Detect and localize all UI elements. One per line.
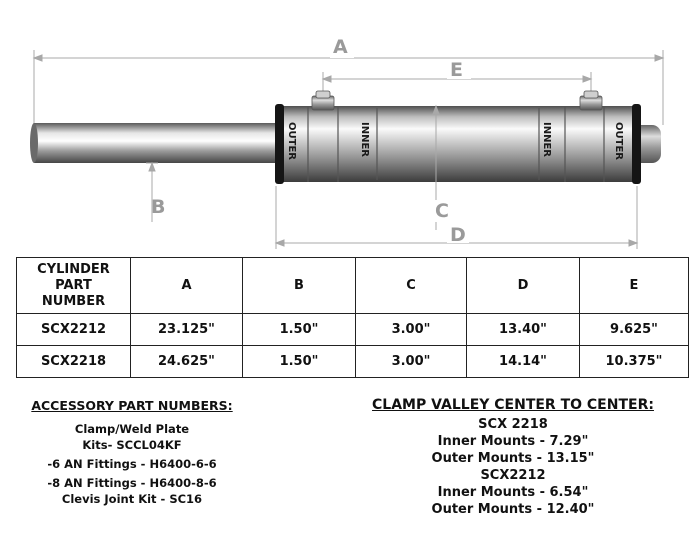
band-label-inner-right: INNER — [541, 122, 552, 157]
accessory-line: Clevis Joint Kit - SC16 — [61, 492, 203, 506]
header-d: D — [467, 258, 580, 314]
dimension-label-c: C — [435, 200, 449, 222]
header-e: E — [580, 258, 689, 314]
band-label-inner-left: INNER — [359, 122, 370, 157]
cell-c: 3.00" — [356, 314, 467, 346]
header-part-number-line: PART — [55, 277, 92, 293]
port-fitting-right — [580, 91, 602, 110]
cell-b: 1.50" — [243, 314, 356, 346]
header-c: C — [356, 258, 467, 314]
cell-d: 14.14" — [467, 346, 580, 378]
cylinder-diagram — [0, 0, 700, 255]
clamp-valley-line: SCX2212 — [480, 468, 546, 483]
header-a: A — [131, 258, 243, 314]
header-b: B — [243, 258, 356, 314]
clamp-valley-line: Outer Mounts - 13.15" — [431, 451, 595, 466]
cell-a: 23.125" — [131, 314, 243, 346]
port-fitting-left — [312, 91, 334, 110]
band-label-outer-right: OUTER — [613, 122, 624, 160]
clamp-valley-line: Inner Mounts - 7.29" — [437, 434, 589, 449]
table-row — [17, 314, 689, 346]
accessory-part-numbers — [14, 398, 250, 507]
piston-rod — [34, 123, 282, 163]
accessory-line: -6 AN Fittings - H6400-6-6 — [47, 457, 217, 471]
accessory-line: -8 AN Fittings - H6400-8-6 — [47, 476, 217, 490]
cylinder-body — [281, 106, 635, 182]
cell-e: 9.625" — [580, 314, 689, 346]
clamp-valley-title: CLAMP VALLEY CENTER TO CENTER: — [372, 397, 654, 413]
header-part-number-line: NUMBER — [41, 293, 106, 309]
table-header-row — [17, 258, 689, 314]
dimension-label-d: D — [450, 224, 466, 246]
cell-c: 3.00" — [356, 346, 467, 378]
header-part-number — [17, 258, 131, 314]
clamp-valley-line: Inner Mounts - 6.54" — [437, 485, 589, 500]
dimension-label-e: E — [450, 59, 463, 81]
band-label-outer-left: OUTER — [286, 122, 297, 160]
dimension-label-b: B — [151, 196, 166, 218]
accessory-line: Kits- SCCL04KF — [82, 438, 182, 452]
spec-table — [16, 257, 689, 378]
clamp-valley-line: SCX 2218 — [478, 417, 548, 432]
cell-part-number: SCX2218 — [17, 346, 131, 378]
cell-part-number: SCX2212 — [17, 314, 131, 346]
table-row — [17, 346, 689, 378]
cell-a: 24.625" — [131, 346, 243, 378]
dimension-label-a: A — [333, 36, 348, 58]
cell-d: 13.40" — [467, 314, 580, 346]
header-part-number-line: CYLINDER — [37, 261, 110, 277]
accessories-title: ACCESSORY PART NUMBERS: — [31, 398, 233, 413]
clamp-valley-center-to-center — [362, 397, 664, 518]
cell-b: 1.50" — [243, 346, 356, 378]
clamp-valley-line: Outer Mounts - 12.40" — [431, 502, 595, 517]
cell-e: 10.375" — [580, 346, 689, 378]
accessory-line: Clamp/Weld Plate — [74, 422, 190, 436]
